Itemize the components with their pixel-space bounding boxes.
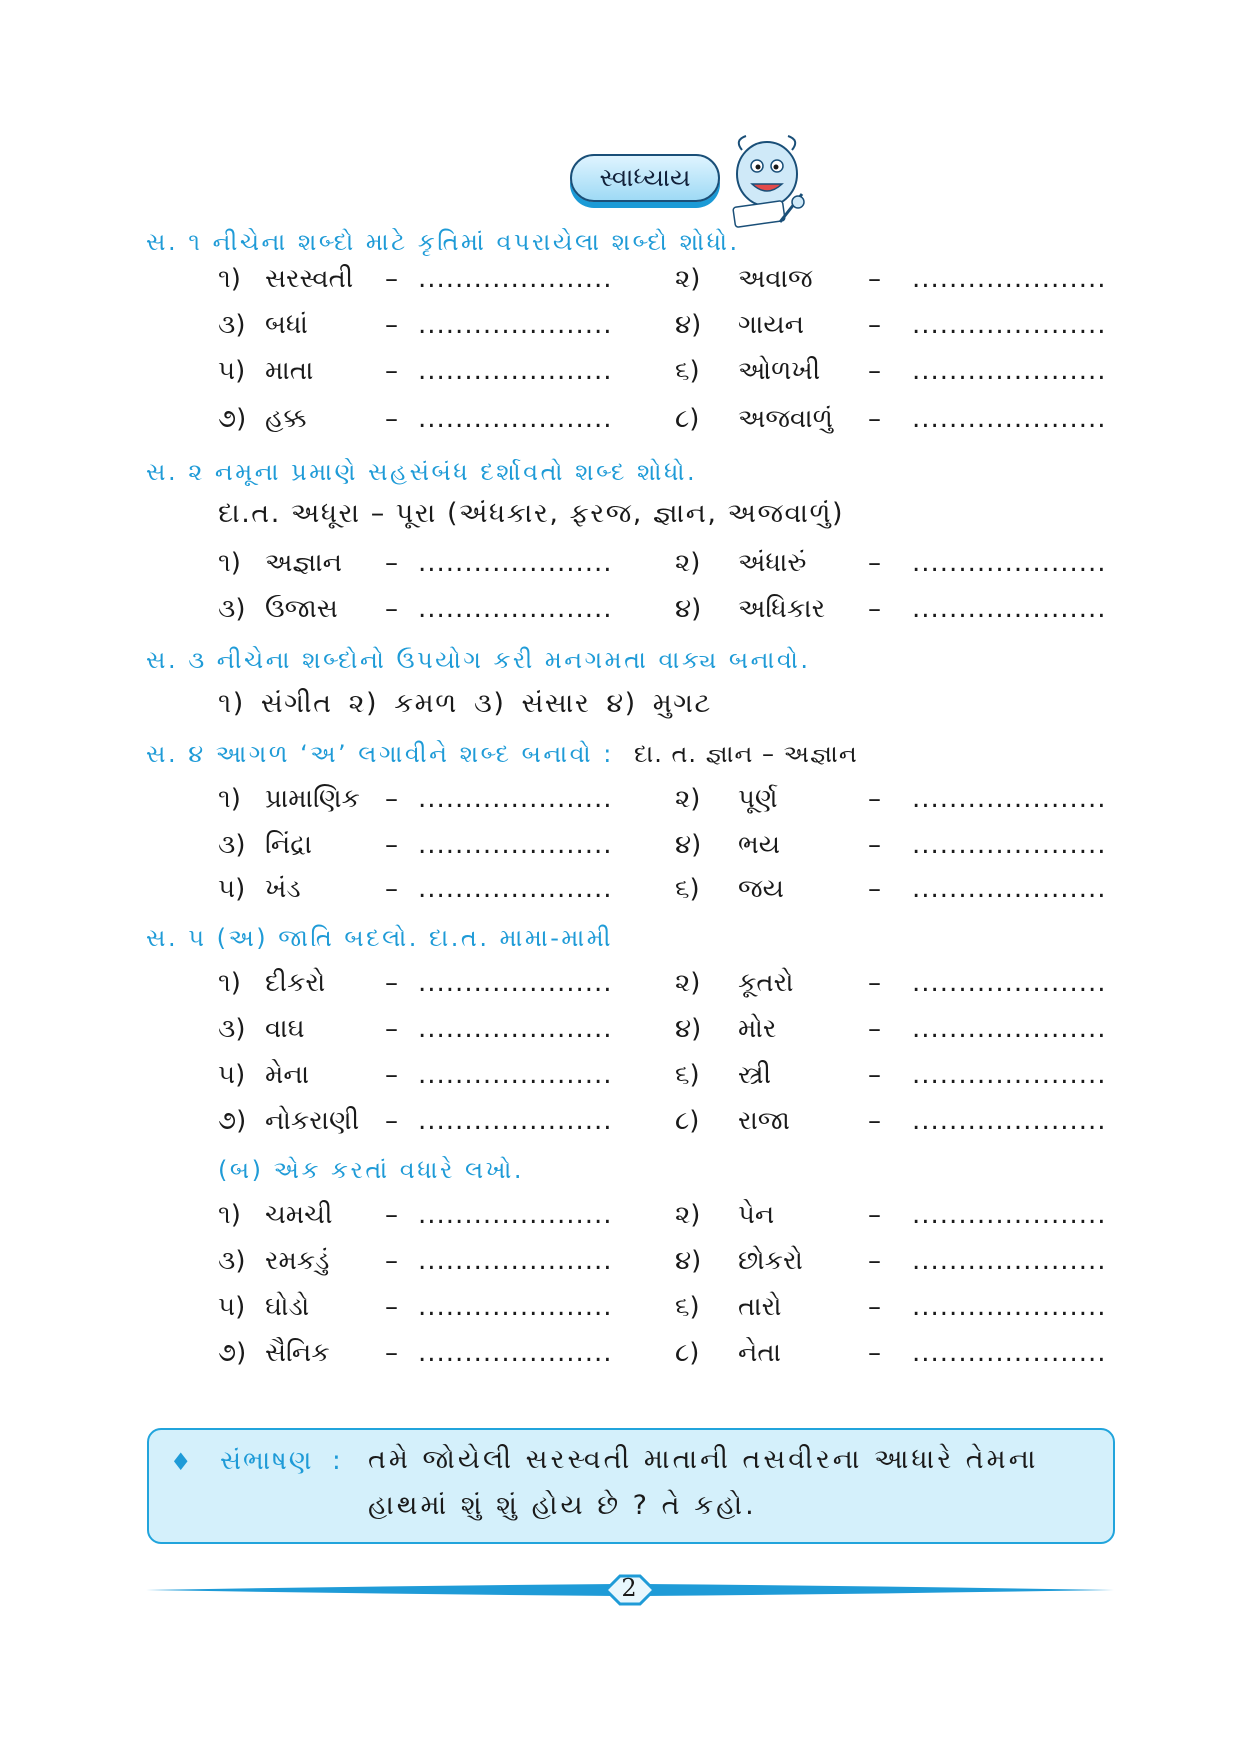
question-4-example: દા. ત. જ્ઞાન – અજ્ઞાન: [633, 740, 858, 768]
item-number: ૨): [675, 784, 701, 814]
answer-blank[interactable]: .....................: [912, 310, 1107, 340]
exercise-row: [0, 1200, 1241, 1240]
item-word: અજવાળું: [738, 404, 833, 434]
student-writing-icon: [722, 132, 812, 232]
dash-separator: –: [868, 310, 881, 340]
answer-blank[interactable]: .....................: [912, 1014, 1107, 1044]
answer-blank[interactable]: .....................: [418, 310, 613, 340]
dash-separator: –: [868, 1338, 881, 1368]
item-word: ખંડ: [265, 874, 301, 904]
answer-blank[interactable]: .....................: [418, 1246, 613, 1276]
answer-blank[interactable]: .....................: [418, 874, 613, 904]
item-word: ગાયન: [738, 310, 805, 340]
exercise-row: [0, 264, 1241, 304]
dash-separator: –: [385, 830, 398, 860]
exercise-row: [0, 1060, 1241, 1100]
dash-separator: –: [868, 874, 881, 904]
item-number: ૧): [218, 968, 241, 998]
item-number: ૨): [675, 1200, 701, 1230]
exercise-row: [0, 1246, 1241, 1286]
item-number: ૩): [218, 1014, 246, 1044]
question-4-title: સ. ૪ આગળ ‘અ’ લગાવીને શબ્દ બનાવો :: [146, 740, 614, 768]
item-number: ૧): [218, 548, 241, 578]
item-word: અજ્ઞાન: [265, 548, 342, 578]
item-number: ૭): [218, 1338, 247, 1368]
item-number: ૫): [218, 356, 246, 386]
dash-separator: –: [385, 968, 398, 998]
question-3-title: સ. ૩ નીચેના શબ્દોનો ઉપયોગ કરી મનગમતા વાક્ય બનાવો.: [146, 646, 811, 674]
exercise-row: [0, 830, 1241, 870]
dash-separator: –: [385, 784, 398, 814]
item-number: ૩): [218, 594, 246, 624]
answer-blank[interactable]: .....................: [418, 594, 613, 624]
question-3-words: ૧) સંગીત ૨) કમળ ૩) સંસાર ૪) મુગટ: [218, 688, 712, 719]
answer-blank[interactable]: .....................: [912, 784, 1107, 814]
item-word: બધાં: [265, 310, 308, 340]
answer-blank[interactable]: .....................: [418, 830, 613, 860]
dash-separator: –: [868, 548, 881, 578]
answer-blank[interactable]: .....................: [418, 548, 613, 578]
item-word: ઘોડો: [265, 1292, 310, 1322]
item-word: હક્ક: [265, 404, 307, 434]
item-word: તારો: [738, 1292, 782, 1322]
answer-blank[interactable]: .....................: [912, 264, 1107, 294]
answer-blank[interactable]: .....................: [912, 1246, 1107, 1276]
item-word: માતા: [265, 356, 314, 386]
exercise-row: [0, 1014, 1241, 1054]
item-word: રાજા: [738, 1106, 790, 1136]
answer-blank[interactable]: .....................: [912, 1338, 1107, 1368]
item-number: ૭): [218, 1106, 247, 1136]
item-number: ૨): [675, 968, 701, 998]
item-number: ૩): [218, 310, 246, 340]
item-number: ૬): [675, 356, 700, 386]
item-word: વાઘ: [265, 1014, 305, 1044]
item-number: ૬): [675, 874, 700, 904]
item-number: ૪): [675, 830, 702, 860]
item-number: ૪): [675, 1014, 702, 1044]
item-number: ૫): [218, 1060, 246, 1090]
answer-blank[interactable]: .....................: [418, 264, 613, 294]
dash-separator: –: [385, 594, 398, 624]
item-number: ૩): [218, 830, 246, 860]
item-number: ૩): [218, 1246, 246, 1276]
diamond-bullet-icon: ♦: [170, 1448, 192, 1476]
exercise-row: [0, 968, 1241, 1008]
item-word: પ્રામાણિક: [265, 784, 360, 814]
question-2-title: સ. ૨ નમૂના પ્રમાણે સહસંબંધ દર્શાવતો શબ્દ શોધો.: [146, 458, 698, 486]
dash-separator: –: [868, 968, 881, 998]
item-word: મેના: [265, 1060, 310, 1090]
answer-blank[interactable]: .....................: [912, 1292, 1107, 1322]
answer-blank[interactable]: .....................: [912, 356, 1107, 386]
exercise-row: [0, 356, 1241, 396]
exercise-row: [0, 404, 1241, 444]
item-number: ૧): [218, 784, 241, 814]
answer-blank[interactable]: .....................: [418, 404, 613, 434]
answer-blank[interactable]: .....................: [912, 1060, 1107, 1090]
dash-separator: –: [868, 830, 881, 860]
item-word: સરસ્વતી: [265, 264, 354, 294]
dash-separator: –: [385, 1200, 398, 1230]
dash-separator: –: [868, 404, 881, 434]
exercise-row: [0, 548, 1241, 588]
answer-blank[interactable]: .....................: [418, 1338, 613, 1368]
item-number: ૧): [218, 1200, 241, 1230]
dash-separator: –: [385, 1292, 398, 1322]
item-number: ૬): [675, 1292, 700, 1322]
dash-separator: –: [385, 874, 398, 904]
dash-separator: –: [385, 1060, 398, 1090]
item-word: નોકરાણી: [265, 1106, 360, 1136]
dash-separator: –: [868, 1014, 881, 1044]
item-number: ૮): [675, 1106, 700, 1136]
item-number: ૫): [218, 1292, 246, 1322]
exercise-row: [0, 310, 1241, 350]
dash-separator: –: [868, 264, 881, 294]
item-word: અધિકાર: [738, 594, 826, 624]
answer-blank[interactable]: .....................: [418, 1292, 613, 1322]
item-word: ભય: [738, 830, 781, 860]
item-number: ૧): [218, 264, 241, 294]
item-number: ૫): [218, 874, 246, 904]
dash-separator: –: [868, 594, 881, 624]
item-word: કૂતરો: [738, 968, 794, 998]
item-word: ઓળખી: [738, 356, 821, 386]
answer-blank[interactable]: .....................: [912, 548, 1107, 578]
question-4-title-wrap: [146, 740, 858, 768]
answer-blank[interactable]: .....................: [418, 1014, 613, 1044]
conversation-line-2: હાથમાં શું શું હોય છે ? તે કહો.: [368, 1490, 757, 1521]
item-word: અંધારું: [738, 548, 807, 578]
dash-separator: –: [385, 264, 398, 294]
dash-separator: –: [868, 784, 881, 814]
dash-separator: –: [385, 1106, 398, 1136]
page-number: 2: [621, 1574, 637, 1602]
answer-blank[interactable]: .....................: [912, 874, 1107, 904]
dash-separator: –: [385, 356, 398, 386]
item-word: સ્ત્રી: [738, 1060, 772, 1090]
exercise-row: [0, 874, 1241, 914]
exercise-row: [0, 1106, 1241, 1146]
item-word: સૈનિક: [265, 1338, 330, 1368]
item-number: ૮): [675, 404, 700, 434]
item-word: છોકરો: [738, 1246, 803, 1276]
item-number: ૪): [675, 310, 702, 340]
page-title: સ્વાધ્યાય: [570, 154, 720, 202]
answer-blank[interactable]: .....................: [418, 1106, 613, 1136]
item-word: પેન: [738, 1200, 775, 1230]
question-5b-title: (બ) એક કરતાં વધારે લખો.: [218, 1156, 525, 1184]
item-number: ૮): [675, 1338, 700, 1368]
item-number: ૬): [675, 1060, 700, 1090]
dash-separator: –: [385, 548, 398, 578]
dash-separator: –: [868, 1060, 881, 1090]
item-number: ૨): [675, 264, 701, 294]
item-number: ૭): [218, 404, 247, 434]
answer-blank[interactable]: .....................: [418, 968, 613, 998]
exercise-row: [0, 1292, 1241, 1332]
item-word: ઉજાસ: [265, 594, 338, 624]
answer-blank[interactable]: .....................: [912, 594, 1107, 624]
conversation-colon: :: [332, 1446, 341, 1476]
dash-separator: –: [868, 1246, 881, 1276]
exercise-row: [0, 594, 1241, 634]
item-word: ચમચી: [265, 1200, 333, 1230]
answer-blank[interactable]: .....................: [418, 1060, 613, 1090]
item-word: દીકરો: [265, 968, 326, 998]
question-2-example: દા.ત. અધૂરા – પૂરા (અંધકાર, ફરજ, જ્ઞાન, અજવાળું): [218, 498, 845, 529]
dash-separator: –: [385, 1338, 398, 1368]
dash-separator: –: [868, 356, 881, 386]
answer-blank[interactable]: .....................: [912, 830, 1107, 860]
dash-separator: –: [385, 404, 398, 434]
answer-blank[interactable]: .....................: [418, 356, 613, 386]
dash-separator: –: [868, 1200, 881, 1230]
conversation-line-1: તમે જોયેલી સરસ્વતી માતાની તસવીરના આધારે તેમના: [368, 1444, 1039, 1475]
exercise-row: [0, 784, 1241, 824]
dash-separator: –: [385, 310, 398, 340]
item-word: રમકડું: [265, 1246, 330, 1276]
item-word: મોર: [738, 1014, 777, 1044]
item-word: અવાજ: [738, 264, 813, 294]
answer-blank[interactable]: .....................: [912, 968, 1107, 998]
dash-separator: –: [868, 1106, 881, 1136]
dash-separator: –: [385, 1014, 398, 1044]
item-number: ૪): [675, 594, 702, 624]
item-word: જય: [738, 874, 784, 904]
question-5a-title: સ. ૫ (અ) જાતિ બદલો. દા.ત. મામા-મામી: [146, 924, 614, 952]
dash-separator: –: [868, 1292, 881, 1322]
item-number: ૪): [675, 1246, 702, 1276]
conversation-label: સંભાષણ: [220, 1446, 314, 1476]
answer-blank[interactable]: .....................: [418, 1200, 613, 1230]
answer-blank[interactable]: .....................: [912, 404, 1107, 434]
item-word: નેતા: [738, 1338, 781, 1368]
answer-blank[interactable]: .....................: [418, 784, 613, 814]
answer-blank[interactable]: .....................: [912, 1106, 1107, 1136]
item-word: પૂર્ણ: [738, 784, 778, 814]
question-1-title: સ. ૧ નીચેના શબ્દો માટે કૃતિમાં વપરાયેલા શબ્દો શોધો.: [146, 228, 740, 256]
item-number: ૨): [675, 548, 701, 578]
exercise-row: [0, 1338, 1241, 1378]
dash-separator: –: [385, 1246, 398, 1276]
answer-blank[interactable]: .....................: [912, 1200, 1107, 1230]
item-word: નિંદ્રા: [265, 830, 312, 860]
